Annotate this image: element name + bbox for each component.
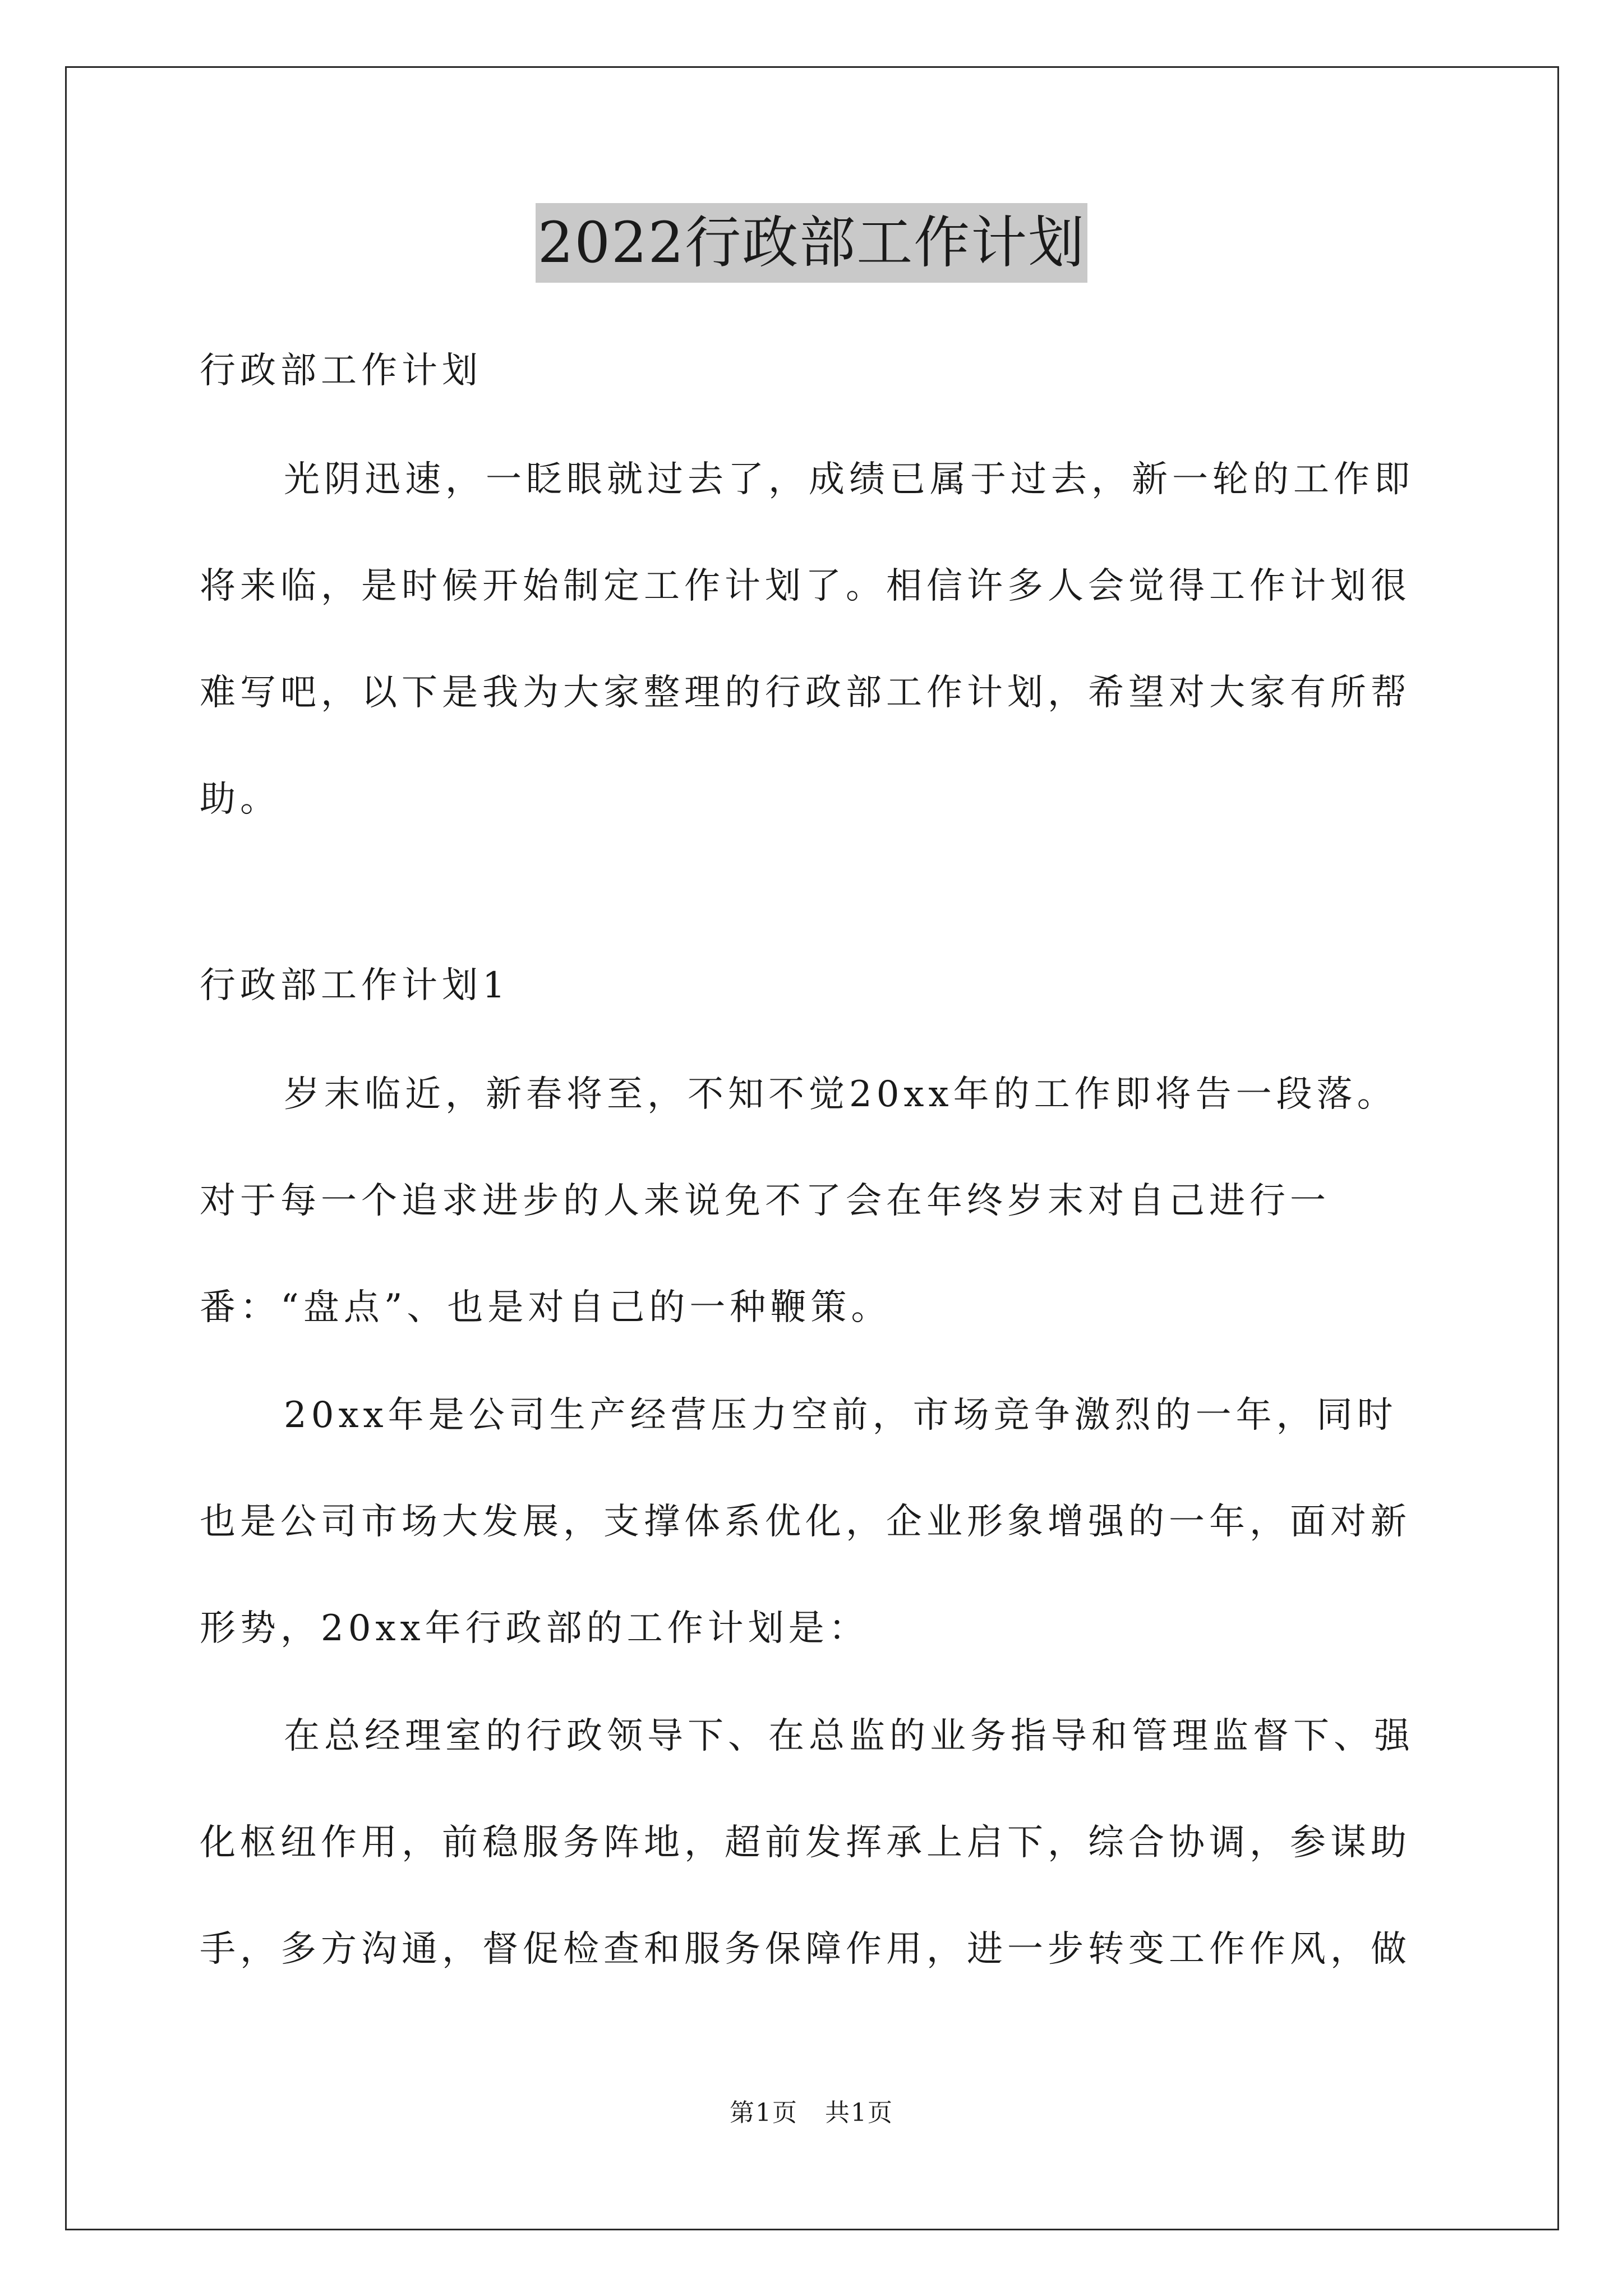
page-total: 共1页 xyxy=(824,2099,893,2127)
section-heading-1: 行政部工作计划1 xyxy=(200,965,510,1006)
paragraph-1: 岁末临近，新春将至，不知不觉20xx年的工作即将告一段落。对于每一个追求进步的人来说免不了会在年终岁末对自己进行一番：“盘点”、也是对自己的一种鞭策。 xyxy=(200,1074,1398,1328)
page-number: 第1页 xyxy=(730,2099,799,2127)
page-footer xyxy=(0,2092,1623,2128)
document-title: 2022行政部工作计划 xyxy=(536,203,1088,283)
section-heading-main: 行政部工作计划 xyxy=(200,350,482,392)
title-container xyxy=(0,203,1623,283)
paragraph-3: 在总经理室的行政领导下、在总监的业务指导和管理监督下、强化枢纽作用，前稳服务阵地，超前发挥承上启下，综合协调，参谋助手，多方沟通，督促检查和服务保障作用，进一步转变工作作风，做 xyxy=(200,1715,1414,1970)
intro-paragraph: 光阴迅速，一眨眼就过去了，成绩已属于过去，新一轮的工作即将来临，是时候开始制定工作计划了。相信许多人会觉得工作计划很难写吧，以下是我为大家整理的行政部工作计划，希望对大家有所帮助。 xyxy=(200,459,1414,820)
paragraph-2: 20xx年是公司生产经营压力空前，市场竞争激烈的一年，同时也是公司市场大发展，支撑体系优化，企业形象增强的一年，面对新形势，20xx年行政部的工作计划是： xyxy=(200,1395,1411,1649)
